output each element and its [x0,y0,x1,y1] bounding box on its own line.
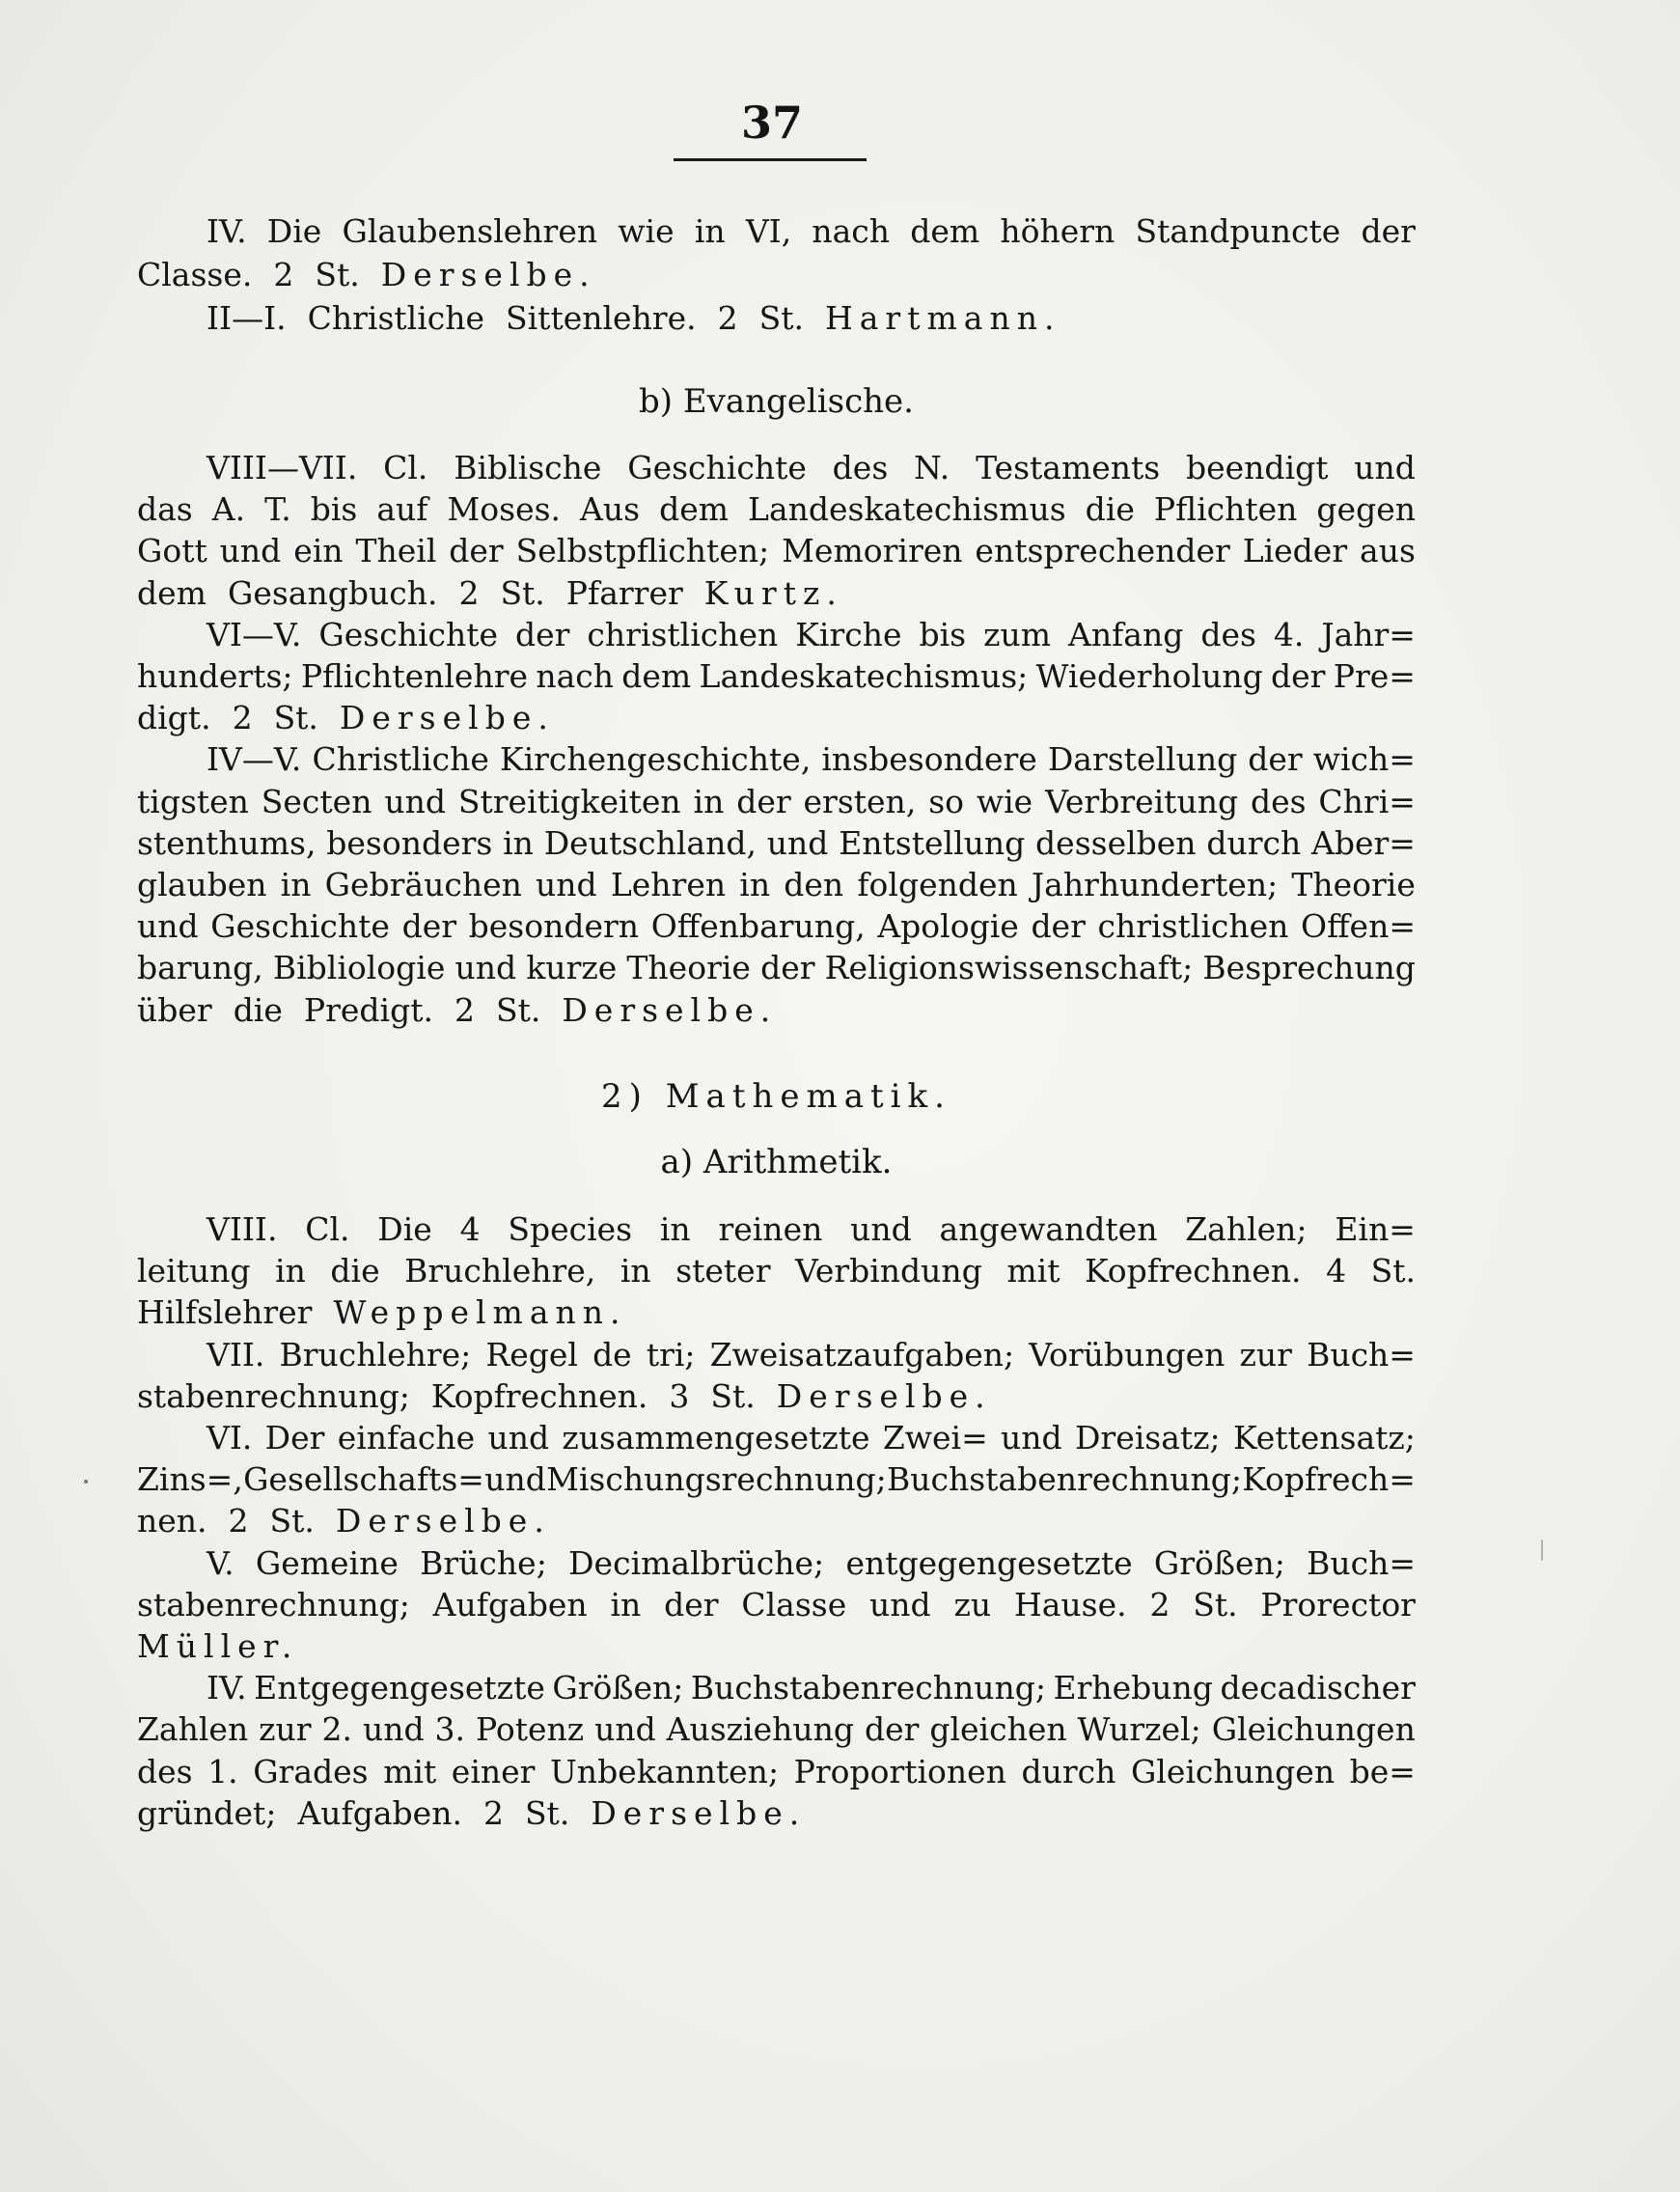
word: gegen [1316,490,1416,529]
text-line [137,864,1416,905]
word: VIII—VII. [207,449,358,486]
word: dem [910,212,980,250]
word: einer [451,1752,536,1790]
word: über [137,990,212,1029]
word: ersten, [803,782,917,820]
word: Predigt. [303,990,433,1029]
word: Aber= [1311,823,1416,862]
word: St. [500,573,545,612]
word: Lehren [610,866,727,903]
word: der [401,907,457,946]
word: VI. [207,1419,253,1457]
word: Gesellschafts= [243,1460,484,1499]
word: barung, [137,949,263,987]
word: VI, [745,212,792,250]
word: und [766,823,829,862]
text-line [137,1625,1416,1667]
word: und [384,782,446,820]
word: in [275,1252,306,1290]
text-line [137,530,1416,571]
word: Besprechung [1202,949,1416,987]
word: Potenz [475,1710,585,1749]
word: die [1085,490,1135,529]
word: N. [914,449,950,486]
word: Zwei= [882,1419,988,1457]
word: Regel [485,1335,578,1373]
word: Derselbe. [380,256,596,293]
word: entsprechender [975,532,1230,570]
word: tigsten [137,782,249,820]
word: und [1001,1419,1062,1457]
text-line [137,1708,1416,1750]
word: Deutschland, [543,823,757,862]
word: beendigt [1186,449,1329,486]
word: Bruchlehre, [404,1252,596,1290]
word: der [1361,212,1416,250]
word: Kettensatz; [1232,1419,1416,1457]
word: Religionswissenschaft; [824,949,1194,987]
word: Selbstpflichten; [515,532,770,570]
word: Christliche [312,740,489,779]
section-heading-math: 2) Mathematik. [601,1077,951,1116]
word: 2 [273,256,294,293]
word: Gleichungen [1211,1710,1416,1749]
text-line [137,254,1416,295]
word: 4. [1273,615,1305,653]
word: Kirchengeschichte, [499,740,812,779]
text-line [137,1458,1416,1500]
word: Bibliologie [272,949,446,987]
word: VI—V. [207,615,302,653]
word: Derselbe. [339,699,555,737]
word: Zahlen [137,1710,249,1749]
word: St. [1370,1252,1416,1290]
word: Offen= [1301,907,1416,946]
word: de [592,1335,632,1373]
word: Cl. [305,1210,350,1248]
word: Pfarrer [565,573,683,612]
word: bis [310,490,358,529]
word: Theorie [1291,866,1416,903]
word: VIII. [207,1210,278,1248]
word: und [362,1710,425,1749]
word: IV—V. [207,740,302,779]
word: Streitigkeiten [457,782,681,820]
word: Offenbarung, [650,907,866,946]
word: 1. [207,1752,238,1790]
word: Kopfrechnen. [430,1376,648,1415]
word: Jahr= [1321,615,1416,653]
word: Geschichte [210,907,390,946]
text-line [137,1250,1416,1291]
word: Kirche [795,615,902,653]
word: der [664,1585,719,1623]
word: be= [1349,1752,1416,1790]
word: Christliche [307,299,485,337]
word: einfache [337,1419,476,1457]
word: Ausziehung [666,1710,855,1749]
word: Verbreitung [1045,782,1239,820]
word: Prorector [1260,1585,1416,1623]
word: 4 [1326,1252,1347,1290]
word: St. [495,990,541,1029]
word: 2 [228,1502,249,1540]
word: Species [508,1210,633,1248]
word: insbesondere [821,740,1037,779]
word: in [694,212,726,250]
word: steter [675,1252,771,1290]
text-line [137,572,1416,614]
word: ein [293,532,344,570]
word: decadischer [1220,1669,1416,1707]
word: Größen; [552,1669,684,1707]
word: St. [273,699,318,737]
word: Hause. [1013,1585,1127,1623]
word: dem [137,573,207,612]
word: Aufgaben. [297,1793,462,1832]
word: Zweisatzaufgaben; [709,1335,1015,1373]
word: Unbekannten; [550,1752,780,1790]
word: Geschichte [627,449,807,486]
word: gleichen [929,1710,1067,1749]
word: Pre= [1333,657,1416,695]
word: Gott [137,532,207,570]
word: der [1271,657,1326,695]
word: gründet; [137,1793,277,1832]
word: Buchstabenrechnung; [886,1460,1243,1499]
word: Gesangbuch. [227,573,438,612]
word: Wurzel; [1077,1710,1201,1749]
word: und [484,1460,546,1499]
word: der [449,532,504,570]
text-line [207,210,1416,252]
text-line [137,1375,1416,1417]
word: so [928,782,964,820]
text-line [137,781,1416,822]
word: Classe. [137,256,253,293]
word: mit [1006,1252,1060,1290]
text-line [137,697,1416,738]
word: in [620,1252,651,1290]
word: in [739,866,771,903]
word: zur [1239,1335,1292,1373]
word: Apologie [877,907,1019,946]
word: 3. [434,1710,466,1749]
word: Biblische [454,449,602,486]
text-line [137,822,1416,864]
text-line [137,905,1416,947]
word: digt. [137,699,211,737]
text-line [207,1417,1416,1458]
word: Darstellung [1047,740,1238,779]
word: und [487,1419,550,1457]
word: 2 [717,299,738,337]
word: aus [1360,532,1416,570]
word: Mischungsrechnung; [546,1460,887,1499]
word: Sittenlehre. [506,299,697,337]
word: Proportionen [793,1752,1006,1790]
word: Pflichtenlehre [300,657,529,695]
word: wie [976,782,1033,820]
text-line [137,989,1416,1031]
section-heading-evangelisch: b) Evangelische. [639,382,914,421]
word: Buch= [1307,1335,1416,1373]
word: in [610,1585,642,1623]
word: Verbindung [795,1252,982,1290]
word: Größen; [1153,1543,1285,1582]
word: Decimalbrüche; [568,1543,825,1582]
word: Lieder [1242,532,1348,570]
word: leitung [137,1252,251,1290]
word: St. [1193,1585,1238,1623]
word: Brüche; [420,1543,547,1582]
word: der [515,615,570,653]
word: angewandten [939,1210,1158,1248]
word: Entstellung [839,823,1026,862]
text-line [207,1542,1416,1584]
word: 3 [669,1376,690,1415]
text-line [207,1334,1416,1375]
word: stabenrechnung; [137,1376,410,1415]
word: Kopfrech= [1242,1460,1416,1499]
paper-speck [1541,1540,1543,1561]
word: christlichen [1097,907,1289,946]
word: folgenden [857,866,1018,903]
word: Theorie [626,949,751,987]
word: Classe [741,1585,847,1623]
word: II—I. [207,299,287,337]
word: Jahrhunderten; [1031,866,1279,903]
word: 2 [1149,1585,1170,1623]
text-line [207,1208,1416,1250]
word: Pflichten [1153,490,1298,529]
word: nen. [137,1502,207,1540]
word: und [536,866,597,903]
word: Gebräuchen [324,866,522,903]
word: 2 [482,1793,504,1832]
word: der [864,1710,920,1749]
word: stenthums, [137,823,317,862]
word: des [137,1752,193,1790]
word: Die [377,1210,432,1248]
word: Weppelmann. [333,1293,627,1332]
word: Gleichungen [1130,1752,1336,1790]
word: in [503,823,534,862]
word: Dreisatz; [1074,1419,1221,1457]
word: Theil [355,532,437,570]
word: hunderts; [137,657,293,695]
word: und [1354,449,1416,486]
text-line [137,488,1416,530]
word: der [1031,907,1086,946]
word: 2. [321,1710,352,1749]
word: 4 [459,1210,481,1248]
word: stabenrechnung; [137,1585,410,1623]
word: Cl. [383,449,428,486]
word: Die [266,212,322,250]
word: Anfang [1068,615,1184,653]
word: Hilfslehrer [137,1293,313,1332]
word: Moses. [447,490,562,529]
word: Der [264,1419,325,1457]
word: Memoriren [782,532,963,570]
word: Zahlen; [1185,1210,1308,1248]
text-line [137,1291,1416,1333]
word: des [1200,615,1256,653]
word: der [1248,740,1303,779]
word: wie [618,212,675,250]
word: der [736,782,791,820]
word: desselben [1035,823,1197,862]
word: entgegengesetzte [845,1543,1133,1582]
text-line [137,1584,1416,1625]
word: Vorübungen [1029,1335,1226,1373]
text-line [207,297,1416,339]
word: Derselbe. [591,1793,807,1832]
word: und [454,949,517,987]
word: Buch= [1307,1543,1416,1582]
word: Geschichte [318,615,499,653]
word: zu [953,1585,992,1623]
word: St. [524,1793,570,1832]
text-line [137,1500,1416,1541]
word: in [280,866,312,903]
word: in [659,1210,691,1248]
word: auf [376,490,428,529]
word: 2 [458,573,480,612]
word: nach [536,657,614,695]
word: Derselbe. [776,1376,992,1415]
text-line [207,1667,1416,1708]
word: dem [659,490,730,529]
word: glauben [137,866,267,903]
word: Buchstabenrechnung; [690,1669,1046,1707]
word: Erhebung [1053,1669,1213,1707]
word: besonders [326,823,493,862]
word: Wiederholung [1035,657,1263,695]
page-number-rule [674,158,867,161]
word: tri; [646,1335,696,1373]
word: christlichen [587,615,779,653]
word: Standpuncte [1135,212,1341,250]
word: St. [758,299,804,337]
word: reinen [718,1210,823,1248]
word: das [137,490,193,529]
word: VII. [207,1335,265,1373]
text-line [207,614,1416,655]
word: Aufgaben [432,1585,588,1623]
text-line [137,1751,1416,1792]
word: St. [315,256,360,293]
word: Testaments [976,449,1161,486]
word: zum [983,615,1052,653]
word: bis [919,615,967,653]
word: durch [1206,823,1302,862]
word: Landeskatechismus [748,490,1066,529]
word: V. [207,1543,234,1582]
word: Glaubenslehren [342,212,598,250]
word: Kurtz. [703,573,843,612]
page-number: 37 [740,97,803,149]
text-line [207,447,1416,488]
word: Kopfrechnen. [1084,1252,1302,1290]
word: und [219,532,282,570]
word: der [760,949,815,987]
word: IV. [207,212,247,250]
word: durch [1021,1752,1116,1790]
word: St. [269,1502,315,1540]
paper-speck [84,1480,88,1484]
word: den [784,866,844,903]
word: 2 [232,699,253,737]
word: Bruchlehre; [279,1335,472,1373]
word: zusammengesetzte [562,1419,870,1457]
word: höhern [1000,212,1115,250]
word: wich= [1312,740,1416,779]
text-line [137,655,1416,697]
word: Aus [580,490,641,529]
word: A. [211,490,246,529]
word: 2 [454,990,475,1029]
word: mit [383,1752,437,1790]
word: des [832,449,889,486]
word: dem [621,657,692,695]
word: Ein= [1335,1210,1416,1248]
word: zur [259,1710,312,1749]
word: Müller. [137,1627,299,1665]
word: Gemeine [255,1543,399,1582]
word: St. [710,1376,756,1415]
word: und [850,1210,912,1248]
word: T. [264,490,291,529]
text-line [137,1792,1416,1834]
word: kurze [526,949,618,987]
word: Hartmann. [824,299,1061,337]
word: die [330,1252,380,1290]
word: in [693,782,725,820]
word: Derselbe. [562,990,778,1029]
word: Landeskatechismus; [699,657,1029,695]
word: Grades [253,1752,369,1790]
word: Derselbe. [335,1502,551,1540]
word: IV. [207,1669,247,1707]
word: Secten [261,782,372,820]
word: Entgegengesetzte [254,1669,545,1707]
word: Zins=, [137,1460,243,1499]
word: besondern [468,907,640,946]
word: Chri= [1318,782,1416,820]
word: und [869,1585,931,1623]
subsection-heading-arithmetik: a) Arithmetik. [660,1143,893,1181]
text-line [137,947,1416,988]
word: und [137,907,199,946]
word: des [1250,782,1307,820]
word: und [594,1710,656,1749]
word: die [233,990,283,1029]
text-line [207,738,1416,780]
word: nach [812,212,891,250]
